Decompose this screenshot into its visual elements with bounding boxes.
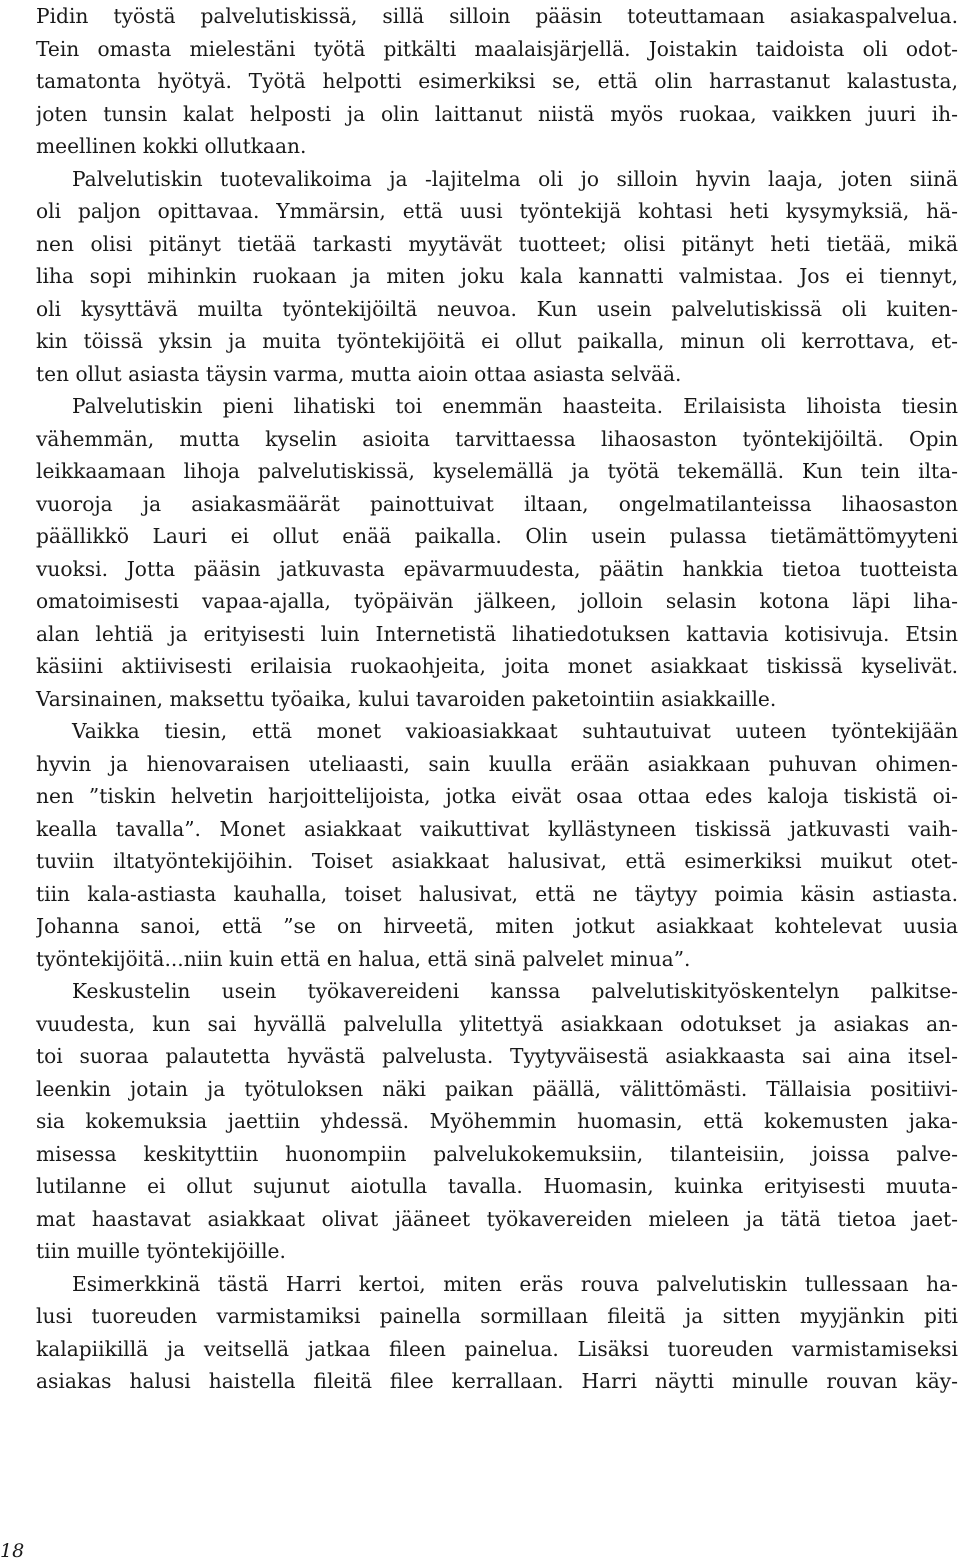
text-line: kalapiikillä ja veitsellä jatkaa fileen painelua. Lisäksi tuoreuden varmistamiseksi: [36, 1336, 958, 1361]
text-line: päällikkö Lauri ei ollut enää paikalla. Olin usein pulassa tietämättömyyteni: [36, 524, 958, 548]
text-line: omatoimisesti vapaa-ajalla, työpäivän jälkeen, jolloin selasin kotona läpi liha-: [36, 589, 958, 613]
text-line: leenkin jotain ja työtuloksen näki paikan päällä, välittömästi. Tällaisia positiivi-: [36, 1076, 958, 1101]
text-line: oli kysyttävä muilta työntekijöiltä neuvoa. Kun usein palvelutiskissä oli kuiten-: [36, 296, 958, 321]
text-line: Vaikka tiesin, että monet vakioasiakkaat suhtautuivat uuteen työntekijään: [72, 719, 958, 743]
text-line: vuoksi. Jotta pääsin jatkuvasta epävarmuudesta, päätin hankkia tietoa tuotteista: [36, 556, 958, 581]
text-line: mat haastavat asiakkaat olivat jääneet työkavereiden mieleen ja tätä tietoa jaet-: [36, 1206, 958, 1231]
text-line: alan lehtiä ja erityisesti luin Internetistä lihatiedotuksen kattavia kotisivuja. Etsin: [36, 621, 958, 646]
text-line: Keskustelin usein työkavereideni kanssa palvelutiskityöskentelyn palkitse-: [72, 979, 958, 1003]
text-line: työntekijöitä...niin kuin että en halua, että sinä palvelet minua”.: [36, 946, 691, 971]
body-text: [36, 0, 958, 1398]
text-line: Johanna sanoi, että ”se on hirveetä, miten jotkut asiakkaat kohtelevat uusia: [36, 914, 958, 938]
text-line: Palvelutiskin pieni lihatiski toi enemmän haasteita. Erilaisista lihoista tiesin: [72, 394, 958, 418]
text-line: kealla tavalla”. Monet asiakkaat vaikuttivat kyllästyneen tiskissä jatkuvasti vaih-: [36, 816, 958, 841]
text-line: liha sopi mihinkin ruokaan ja miten joku kala kannatti valmistaa. Jos ei tiennyt,: [36, 264, 958, 288]
text-line: meellinen kokki ollutkaan.: [36, 134, 307, 158]
text-line: tiin kala-astiasta kauhalla, toiset halusivat, että ne täytyy poimia käsin astiasta.: [36, 881, 958, 906]
text-line: joten tunsin kalat helposti ja olin laittanut niistä myös ruokaa, vaikken juuri ih-: [36, 101, 958, 126]
text-line: tamatonta hyötyä. Työtä helpotti esimerkiksi se, että olin harrastanut kalastusta,: [36, 69, 958, 93]
text-line: käsiini aktiivisesti erilaisia ruokaohjeita, joita monet asiakkaat tiskissä kyselivät.: [36, 654, 958, 678]
text-line: tuviin iltatyöntekijöihin. Toiset asiakkaat halusivat, että esimerkiksi muikut otet-: [36, 849, 958, 873]
text-line: Tein omasta mielestäni työtä pitkälti maalaisjärjellä. Joistakin taidoista oli odot-: [36, 36, 958, 61]
text-line: ten ollut asiasta täysin varma, mutta aioin ottaa asiasta selvää.: [36, 361, 682, 386]
text-line: misessa keskityttiin huonompiin palvelukokemuksiin, tilanteisiin, joissa palve-: [36, 1141, 958, 1166]
text-line: vähemmän, mutta kyselin asioita tarvittaessa lihaosaston työntekijöiltä. Opin: [36, 426, 958, 451]
text-line: nen ”tiskin helvetin harjoittelijoista, jotka eivät osaa ottaa edes kaloja tiskistä oi-: [36, 784, 958, 808]
text-line: vuoroja ja asiakasmäärät painottuivat iltaan, ongelmatilanteissa lihaosaston: [36, 491, 958, 516]
text-line: lutilanne ei ollut sujunut aiotulla tavalla. Huomasin, kuinka erityisesti muuta-: [36, 1174, 958, 1198]
text-line: toi suoraa palautetta hyvästä palvelusta. Tyytyväisestä asiakkaasta sai aina itsel-: [36, 1044, 958, 1068]
text-line: sia kokemuksia jaettiin yhdessä. Myöhemmin huomasin, että kokemusten jaka-: [36, 1109, 958, 1133]
text-line: oli paljon opittavaa. Ymmärsin, että uusi työntekijä kohtasi heti kysymyksiä, hä-: [36, 199, 958, 223]
text-line: vuudesta, kun sai hyvällä palvelulla ylitettyä asiakkaan odotukset ja asiakas an-: [36, 1011, 958, 1036]
text-line: hyvin ja hienovaraisen uteliaasti, sain kuulla erään asiakkaan puhuvan ohimen-: [36, 751, 958, 776]
text-line: lusi tuoreuden varmistamiksi painella sormillaan fileitä ja sitten myyjänkin piti: [36, 1304, 958, 1328]
text-line: asiakas halusi haistella fileitä filee kerrallaan. Harri näytti minulle rouvan käy-: [36, 1369, 958, 1393]
text-line: Varsinainen, maksettu työaika, kului tavaroiden paketointiin asiakkaille.: [36, 686, 777, 711]
text-line: Esimerkkinä tästä Harri kertoi, miten eräs rouva palvelutiskin tullessaan ha-: [72, 1271, 958, 1296]
page-number: 18: [0, 1540, 25, 1562]
text-line: kin töissä yksin ja muita työntekijöitä ei ollut paikalla, minun oli kerrottava, et-: [36, 329, 958, 353]
text-line: tiin muille työntekijöille.: [36, 1239, 286, 1263]
text-line: leikkaamaan lihoja palvelutiskissä, kyselemällä ja työtä tekemällä. Kun tein ilta-: [36, 459, 958, 483]
text-line: Pidin työstä palvelutiskissä, sillä silloin pääsin toteuttamaan asiakaspalvelua.: [36, 4, 958, 28]
text-line: Palvelutiskin tuotevalikoima ja -lajitelma oli jo silloin hyvin laaja, joten siinä: [72, 166, 958, 191]
text-line: nen olisi pitänyt tietää tarkasti myytävät tuotteet; olisi pitänyt heti tietää, mikä: [36, 231, 958, 256]
